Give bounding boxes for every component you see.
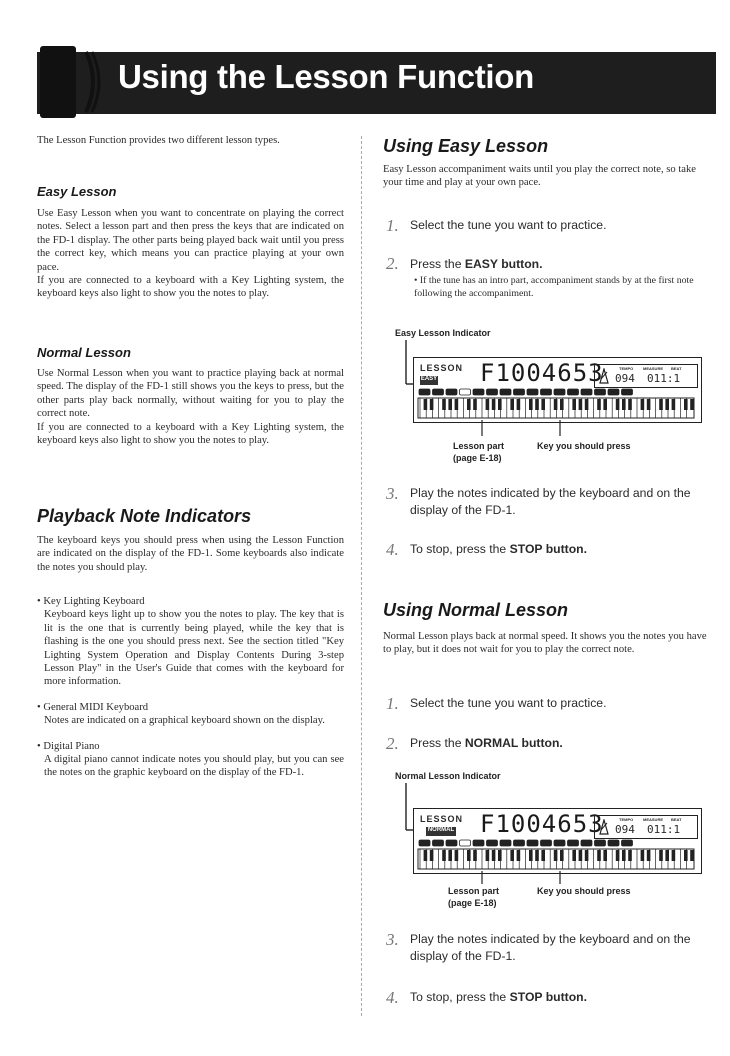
black-key: [579, 399, 583, 410]
part-indicator: [473, 840, 484, 846]
measure-label: MEASURE: [643, 817, 664, 822]
black-key: [659, 399, 663, 410]
black-key: [616, 399, 620, 410]
metronome-icon: [597, 368, 611, 384]
black-key: [641, 850, 645, 861]
using-normal-lesson-intro: Normal Lesson plays back at normal speed. It shows you the notes you have to play, but it does not wait for you to play the correct note.: [383, 631, 707, 656]
black-key: [430, 399, 434, 410]
black-key: [641, 399, 645, 410]
step-text: Select the tune you want to practice.: [410, 218, 607, 232]
part-indicator: [446, 389, 457, 395]
part-indicator: [608, 389, 619, 395]
black-key: [647, 399, 651, 410]
part-indicator: [554, 840, 565, 846]
tempo-label: TEMPO: [619, 817, 634, 822]
black-key: [448, 850, 452, 861]
black-key: [529, 850, 533, 861]
part-indicator: [608, 840, 619, 846]
bullet-list: [37, 595, 344, 780]
part-indicator: [460, 389, 471, 395]
black-key: [492, 399, 496, 410]
black-key: [647, 850, 651, 861]
part-indicator: [500, 389, 511, 395]
list-item: [37, 595, 344, 689]
part-indicator: [487, 840, 498, 846]
part-indicator: [568, 389, 579, 395]
black-key: [659, 850, 663, 861]
step-number: 3.: [386, 484, 399, 503]
step-text: Play the notes indicated by the keyboard and on the display of the FD-1.: [410, 486, 691, 517]
black-key: [473, 850, 477, 861]
step-number: 4.: [386, 540, 399, 559]
normal-lesson-text-1: Use Normal Lesson when you want to practice playing back at normal speed. The display of the FD-1 still shows you the keys to press, but the other parts play back normally, without waiting for you to play the correct note.: [37, 368, 344, 420]
easy-lesson-heading: Easy Lesson: [37, 184, 117, 199]
step-text-lead: Press the: [410, 736, 465, 750]
part-indicator: [595, 389, 606, 395]
black-key: [672, 850, 676, 861]
lesson-part-indicators: [419, 840, 633, 846]
black-key: [510, 399, 514, 410]
black-key: [585, 399, 589, 410]
black-key: [690, 399, 694, 410]
black-key: [541, 850, 545, 861]
part-indicator: [581, 840, 592, 846]
part-indicator: [433, 389, 444, 395]
part-indicator: [622, 840, 633, 846]
caption-leader-lines: [460, 420, 580, 440]
black-key: [622, 399, 626, 410]
key-press-caption: Key you should press: [537, 441, 631, 451]
black-key: [572, 850, 576, 861]
list-item: [37, 701, 344, 728]
step-text: Play the notes indicated by the keyboard and on the display of the FD-1.: [410, 932, 691, 963]
part-indicator: [419, 840, 430, 846]
part-indicator: [487, 389, 498, 395]
step-text: [410, 735, 563, 752]
black-key: [517, 850, 521, 861]
black-key: [467, 850, 471, 861]
lcd-easy-badge: EASY: [420, 376, 438, 385]
bullet-body: Keyboard keys light up to show you the notes to play. The key that is lit is the one that is currently being played, while the key that is flashing is the one you should press next. See the section titled "Key Lighting System Operation and Display Contents During 3-step Lesson Play" in the User's Guide that comes with the keyboard for more information.: [44, 609, 344, 688]
part-indicator: [473, 389, 484, 395]
black-key: [498, 850, 502, 861]
step-note: • If the tune has an intro part, accompaniment stands by at the first note following the accompaniment.: [414, 275, 694, 299]
black-key: [684, 850, 688, 861]
chapter-tab: [40, 46, 76, 118]
black-key: [517, 399, 521, 410]
metronome-icon: [597, 819, 611, 835]
using-easy-lesson-heading: Using Easy Lesson: [383, 136, 549, 156]
part-indicator: [568, 840, 579, 846]
step-text: [410, 256, 543, 273]
black-key: [628, 850, 632, 861]
key-graphic: [418, 398, 694, 418]
easy-lesson-text-2: If you are connected to a keyboard with a Key Lighting system, the keyboard keys also light to show you the notes to play.: [37, 275, 344, 300]
black-key: [442, 850, 446, 861]
normal-lesson-paragraph: [37, 367, 344, 447]
part-indicator: [514, 389, 525, 395]
step-number: 3.: [386, 930, 399, 949]
black-key: [690, 850, 694, 861]
part-indicator: [500, 840, 511, 846]
normal-indicator-label: Normal Lesson Indicator: [395, 771, 501, 781]
black-key: [622, 850, 626, 861]
black-key: [560, 850, 564, 861]
measure-value: 011:1: [647, 372, 681, 385]
black-key: [535, 850, 539, 861]
part-indicator: [622, 389, 633, 395]
step-number: 4.: [386, 988, 399, 1007]
step-text: [410, 541, 587, 558]
black-key: [442, 399, 446, 410]
bullet-title: • Key Lighting Keyboard: [37, 596, 145, 607]
black-key: [455, 399, 459, 410]
part-indicator: [541, 840, 552, 846]
easy-indicator-label: Easy Lesson Indicator: [395, 328, 491, 338]
black-key: [554, 850, 558, 861]
normal-lesson-heading: Normal Lesson: [37, 345, 131, 360]
lcd-normal-badge: NORMAL: [426, 827, 456, 836]
easy-lesson-text-1: Use Easy Lesson when you want to concentrate on playing the correct notes. Select a lesson part and then press the keys that are indicated on the FD-1 display. The other parts being played back wait until you press the correct key, which means you can practice playing at your own pace.: [37, 208, 344, 273]
lesson-part-caption: [448, 885, 499, 909]
black-key: [473, 399, 477, 410]
bullet-title: • General MIDI Keyboard: [37, 701, 149, 713]
black-key: [510, 850, 514, 861]
black-key: [684, 399, 688, 410]
black-key: [603, 850, 607, 861]
black-key: [541, 399, 545, 410]
normal-lesson-text-2: If you are connected to a keyboard with a Key Lighting system, the keyboard keys also light to show you the notes to play.: [37, 421, 344, 447]
black-key: [616, 850, 620, 861]
part-indicator: [527, 840, 538, 846]
step-number: 2.: [386, 734, 399, 753]
lesson-part-label: Lesson part: [453, 441, 505, 451]
graphic-keyboard: [417, 388, 697, 420]
black-key: [448, 399, 452, 410]
tempo-label: TEMPO: [619, 366, 634, 371]
list-item: [37, 740, 344, 780]
part-indicator: [446, 840, 457, 846]
part-indicator: [460, 840, 471, 846]
black-key: [535, 399, 539, 410]
bullet-title: • Digital Piano: [37, 740, 100, 752]
black-key: [492, 850, 496, 861]
lesson-part-indicators: [419, 389, 633, 395]
part-indicator: [433, 840, 444, 846]
page-title: Using the Lesson Function: [118, 58, 535, 95]
step-text: Select the tune you want to practice.: [410, 696, 607, 710]
lcd-lesson-label: LESSON: [420, 814, 464, 824]
part-indicator: [541, 389, 552, 395]
measure-label: MEASURE: [643, 366, 664, 371]
key-press-caption: Key you should press: [537, 886, 631, 896]
step-text: [410, 989, 587, 1006]
playback-intro: The keyboard keys you should press when using the Lesson Function are indicated on the display of the FD-1. Some keyboards also indicate the notes you should play.: [37, 535, 344, 573]
bullet-body: A digital piano cannot indicate notes you should play, but you can see the notes on the graphic keyboard on the display of the FD-1.: [44, 754, 344, 779]
black-key: [597, 850, 601, 861]
beat-label: BEAT: [671, 366, 682, 371]
black-key: [579, 850, 583, 861]
using-normal-lesson-heading: Using Normal Lesson: [383, 600, 569, 620]
black-key: [572, 399, 576, 410]
black-key: [486, 399, 490, 410]
black-key: [467, 399, 471, 410]
lesson-part-caption: [453, 440, 504, 464]
part-indicator: [514, 840, 525, 846]
black-key: [628, 399, 632, 410]
black-key: [424, 850, 428, 861]
part-indicator: [527, 389, 538, 395]
lcd-status-box: [594, 815, 698, 839]
black-key: [665, 399, 669, 410]
black-key: [672, 399, 676, 410]
black-key: [560, 399, 564, 410]
intro-text: The Lesson Function provides two different lesson types.: [37, 135, 280, 146]
step-number: 2.: [386, 254, 399, 273]
stop-button-label: STOP button.: [509, 990, 588, 1004]
black-key: [585, 850, 589, 861]
black-key: [486, 850, 490, 861]
using-easy-lesson-intro: Easy Lesson accompaniment waits until you play the correct note, so take your time and play at your own pace.: [383, 164, 697, 189]
lcd-main-readout: F1004653: [480, 359, 604, 387]
tempo-value: 094: [615, 372, 635, 385]
black-key: [603, 399, 607, 410]
black-key: [430, 850, 434, 861]
playback-note-indicators-heading: Playback Note Indicators: [37, 506, 252, 526]
beat-label: BEAT: [671, 817, 682, 822]
black-key: [529, 399, 533, 410]
step-text-lead: Press the: [410, 257, 465, 271]
part-indicator: [554, 389, 565, 395]
key-graphic: [418, 849, 694, 869]
part-indicator: [581, 389, 592, 395]
step-number: 1.: [386, 694, 399, 713]
bullet-body: Notes are indicated on a graphical keyboard shown on the display.: [44, 715, 325, 727]
lcd-status-box: [594, 364, 698, 388]
black-key: [554, 399, 558, 410]
step-number: 1.: [386, 216, 399, 235]
easy-button-label: EASY button.: [464, 257, 543, 271]
stop-button-label: STOP button.: [509, 542, 588, 556]
lcd-main-readout: F1004653: [480, 810, 604, 838]
black-key: [455, 850, 459, 861]
lcd-display: [413, 808, 702, 874]
part-indicator: [595, 840, 606, 846]
normal-button-label: NORMAL button.: [464, 736, 563, 750]
column-divider: [361, 136, 362, 1016]
step-text-lead: To stop, press the: [410, 990, 510, 1004]
lesson-part-label: Lesson part: [448, 886, 500, 896]
easy-lesson-paragraph: [37, 207, 344, 301]
lcd-lesson-label: LESSON: [420, 363, 464, 373]
black-key: [597, 399, 601, 410]
graphic-keyboard: [417, 839, 697, 871]
black-key: [498, 399, 502, 410]
black-key: [424, 399, 428, 410]
lesson-part-page-ref: (page E-18): [448, 898, 497, 908]
black-key: [665, 850, 669, 861]
lesson-part-page-ref: (page E-18): [453, 453, 502, 463]
lcd-display: [413, 357, 702, 423]
part-indicator: [419, 389, 430, 395]
tempo-value: 094: [615, 823, 635, 836]
measure-value: 011:1: [647, 823, 681, 836]
bracket-icon: [82, 46, 106, 118]
step-text-lead: To stop, press the: [410, 542, 510, 556]
